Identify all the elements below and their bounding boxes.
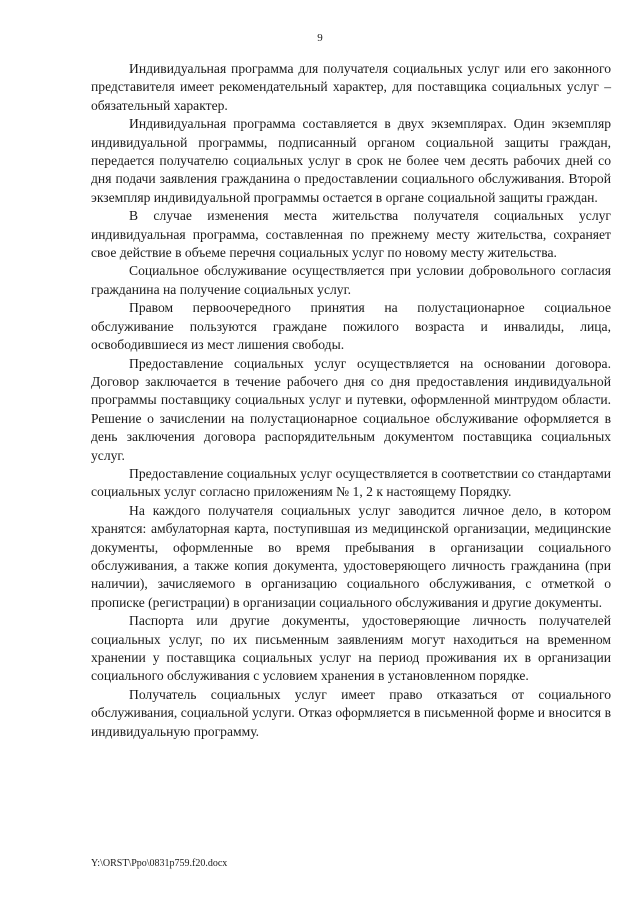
paragraph: В случае изменения места жительства получателя социальных услуг индивидуальная программа, составленная по прежнему месту жительства, сохраняет свое действие в объеме перечня социальных услуг по новому месту жительства. [91, 208, 611, 261]
paragraph: Индивидуальная программа составляется в двух экземплярах. Один экземпляр индивидуальной программы, подписанный органом социальной защиты граждан, передается получателю социальных услуг в срок не более чем десять рабочих дней со дня подачи заявления гражданина о предоставлении социального обслуживания. Второй экземпляр индивидуальной программы остается в органе социальной защиты граждан. [91, 116, 611, 205]
paragraph: Правом первоочередного принятия на полустационарное социальное обслуживание пользуются граждане пожилого возраста и инвалиды, лица, освободившиеся из мест лишения свободы. [91, 300, 611, 353]
footer-file-path: Y:\ORST\Ppo\0831p759.f20.docx [91, 858, 228, 869]
paragraph: На каждого получателя социальных услуг заводится личное дело, в котором хранятся: амбулаторная карта, поступившая из медицинской организации, медицинские документы, оформленные во время пребывания в организации социального обслуживания, а также копия документа, удостоверяющего личность гражданина (при наличии), зачисляемого в организацию социального обслуживания, с отметкой о прописке (регистрации) в организации социального обслуживания и другие документы. [91, 502, 611, 610]
paragraph: Предоставление социальных услуг осуществляется на основании договора. Договор заключается в течение рабочего дня со дня предоставления индивидуальной программы поставщику социальных услуг и путевки, оформленной минтрудом области. Решение о зачислении на полустационарное социальное обслуживание оформляется в день заключения договора распорядительным документом поставщика социальных услуг. [91, 355, 611, 463]
paragraph: Предоставление социальных услуг осуществляется в соответствии со стандартами социальных услуг согласно приложениям № 1, 2 к настоящему Порядку. [91, 465, 611, 500]
paragraph: Получатель социальных услуг имеет право отказаться от социального обслуживания, социальной услуги. Отказ оформляется в письменной форме и вносится в индивидуальную программу. [91, 686, 611, 739]
paragraph: Паспорта или другие документы, удостоверяющие личность получателей социальных услуг, по их письменным заявлениям могут находиться на временном хранении у поставщика социальных услуг на период проживания их в организации социального обслуживания с условием хранения в установленном порядке. [91, 613, 611, 684]
document-body [91, 60, 611, 741]
page-number: 9 [317, 32, 323, 44]
paragraph: Индивидуальная программа для получателя социальных услуг или его законного представителя имеет рекомендательный характер, для поставщика социальных услуг – обязательный характер. [91, 61, 611, 113]
paragraph: Социальное обслуживание осуществляется при условии добровольного согласия гражданина на получение социальных услуг. [91, 263, 611, 297]
